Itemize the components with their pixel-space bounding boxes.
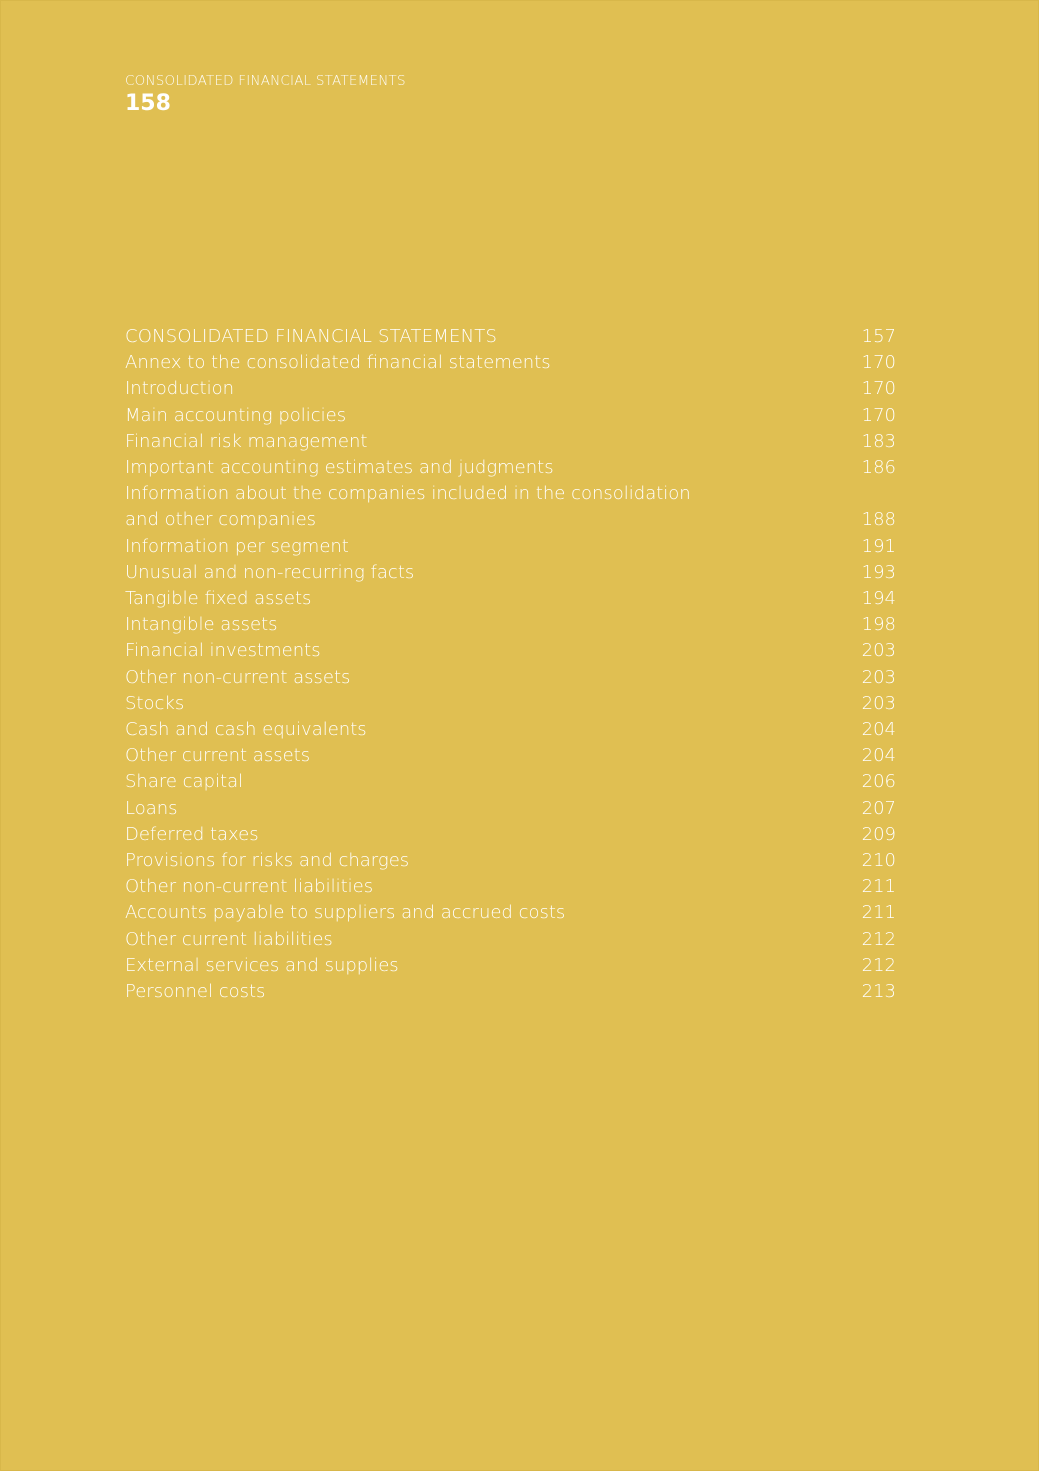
toc-entry[interactable] <box>125 900 896 926</box>
toc-entry[interactable] <box>125 534 896 560</box>
toc-entry-title: Important accounting estimates and judgments <box>125 457 554 479</box>
toc-entry-page: 206 <box>861 771 896 793</box>
toc-entry-page: 204 <box>861 745 896 767</box>
toc-entry-page: 204 <box>861 719 896 741</box>
toc-entry[interactable] <box>125 717 896 743</box>
page-header <box>125 72 406 118</box>
toc-entry[interactable] <box>125 403 896 429</box>
toc-entry-title: Loans <box>125 797 178 819</box>
toc-entry-page: 198 <box>861 614 896 636</box>
toc-entry-title: Main accounting policies <box>125 404 347 426</box>
toc-entry[interactable] <box>125 350 896 376</box>
toc-entry-title: Unusual and non-recurring facts <box>125 561 415 583</box>
toc-entry[interactable] <box>125 665 896 691</box>
toc-entry-page: 207 <box>861 797 896 819</box>
toc-entry-page: 209 <box>861 823 896 845</box>
toc-entry-title: Stocks <box>125 692 185 714</box>
toc-entry[interactable] <box>125 429 896 455</box>
toc-entry[interactable] <box>125 927 896 953</box>
toc-entry[interactable] <box>125 874 896 900</box>
toc-entry[interactable] <box>125 743 896 769</box>
toc-entry-page: 193 <box>861 561 896 583</box>
toc-entry-page: 213 <box>861 981 896 1003</box>
toc-entry-title: CONSOLIDATED FINANCIAL STATEMENTS <box>125 326 498 347</box>
section-label: CONSOLIDATED FINANCIAL STATEMENTS <box>125 73 406 89</box>
toc-entry-title: Other current assets <box>125 745 311 767</box>
page-number: 158 <box>125 91 171 116</box>
toc-entry-page: 183 <box>861 430 896 452</box>
toc-entry[interactable] <box>125 481 896 533</box>
toc-entry-title: Cash and cash equivalents <box>125 719 367 741</box>
toc-entry-page: 188 <box>861 509 896 531</box>
toc-entry-title: Information per segment <box>125 535 349 557</box>
toc-entry-page: 170 <box>861 378 896 400</box>
toc-entry[interactable] <box>125 953 896 979</box>
toc-entry-title: Financial investments <box>125 640 321 662</box>
toc-entry-title: Provisions for risks and charges <box>125 850 410 872</box>
toc-entry[interactable] <box>125 979 896 1005</box>
toc-entry-page: 191 <box>861 535 896 557</box>
toc-entry-page: 194 <box>861 588 896 610</box>
toc-entry[interactable] <box>125 560 896 586</box>
toc-entry[interactable] <box>125 638 896 664</box>
toc-entry-page: 210 <box>861 850 896 872</box>
toc-entry-title: Intangible assets <box>125 614 278 636</box>
toc-entry[interactable] <box>125 612 896 638</box>
toc-entry-page: 212 <box>861 928 896 950</box>
toc-entry-page: 212 <box>861 954 896 976</box>
toc-entry[interactable] <box>125 324 896 350</box>
toc-entry-page: 170 <box>861 404 896 426</box>
toc-entry[interactable] <box>125 769 896 795</box>
toc-entry-title: Deferred taxes <box>125 823 259 845</box>
toc-entry-page: 186 <box>861 457 896 479</box>
toc-entry[interactable] <box>125 376 896 402</box>
toc-entry-title: Introduction <box>125 378 235 400</box>
toc-entry[interactable] <box>125 822 896 848</box>
table-of-contents <box>125 324 896 1005</box>
toc-entry-title: Other current liabilities <box>125 928 333 950</box>
toc-entry-page: 211 <box>861 876 896 898</box>
toc-entry-title: Information about the companies included in the consolidation <box>125 483 691 505</box>
toc-entry[interactable] <box>125 848 896 874</box>
toc-entry-page: 170 <box>861 352 896 374</box>
toc-entry-title: Other non-current assets <box>125 666 351 688</box>
toc-entry[interactable] <box>125 691 896 717</box>
toc-entry-title: Accounts payable to suppliers and accrued costs <box>125 902 566 924</box>
toc-entry-title: Annex to the consolidated financial statements <box>125 352 551 374</box>
toc-entry-title: Financial risk management <box>125 430 368 452</box>
toc-entry-title-line2: and other companies <box>125 509 317 531</box>
toc-entry-page: 203 <box>861 640 896 662</box>
toc-entry-title: Tangible fixed assets <box>125 588 312 610</box>
toc-entry[interactable] <box>125 586 896 612</box>
toc-entry-page: 211 <box>861 902 896 924</box>
toc-entry-page: 203 <box>861 692 896 714</box>
toc-entry-title: Share capital <box>125 771 244 793</box>
toc-entry[interactable] <box>125 796 896 822</box>
toc-entry-title: Other non-current liabilities <box>125 876 374 898</box>
toc-entry-title: External services and supplies <box>125 954 399 976</box>
toc-entry-page: 157 <box>861 326 896 347</box>
toc-entry[interactable] <box>125 455 896 481</box>
toc-entry-title: Personnel costs <box>125 981 266 1003</box>
toc-entry-page: 203 <box>861 666 896 688</box>
